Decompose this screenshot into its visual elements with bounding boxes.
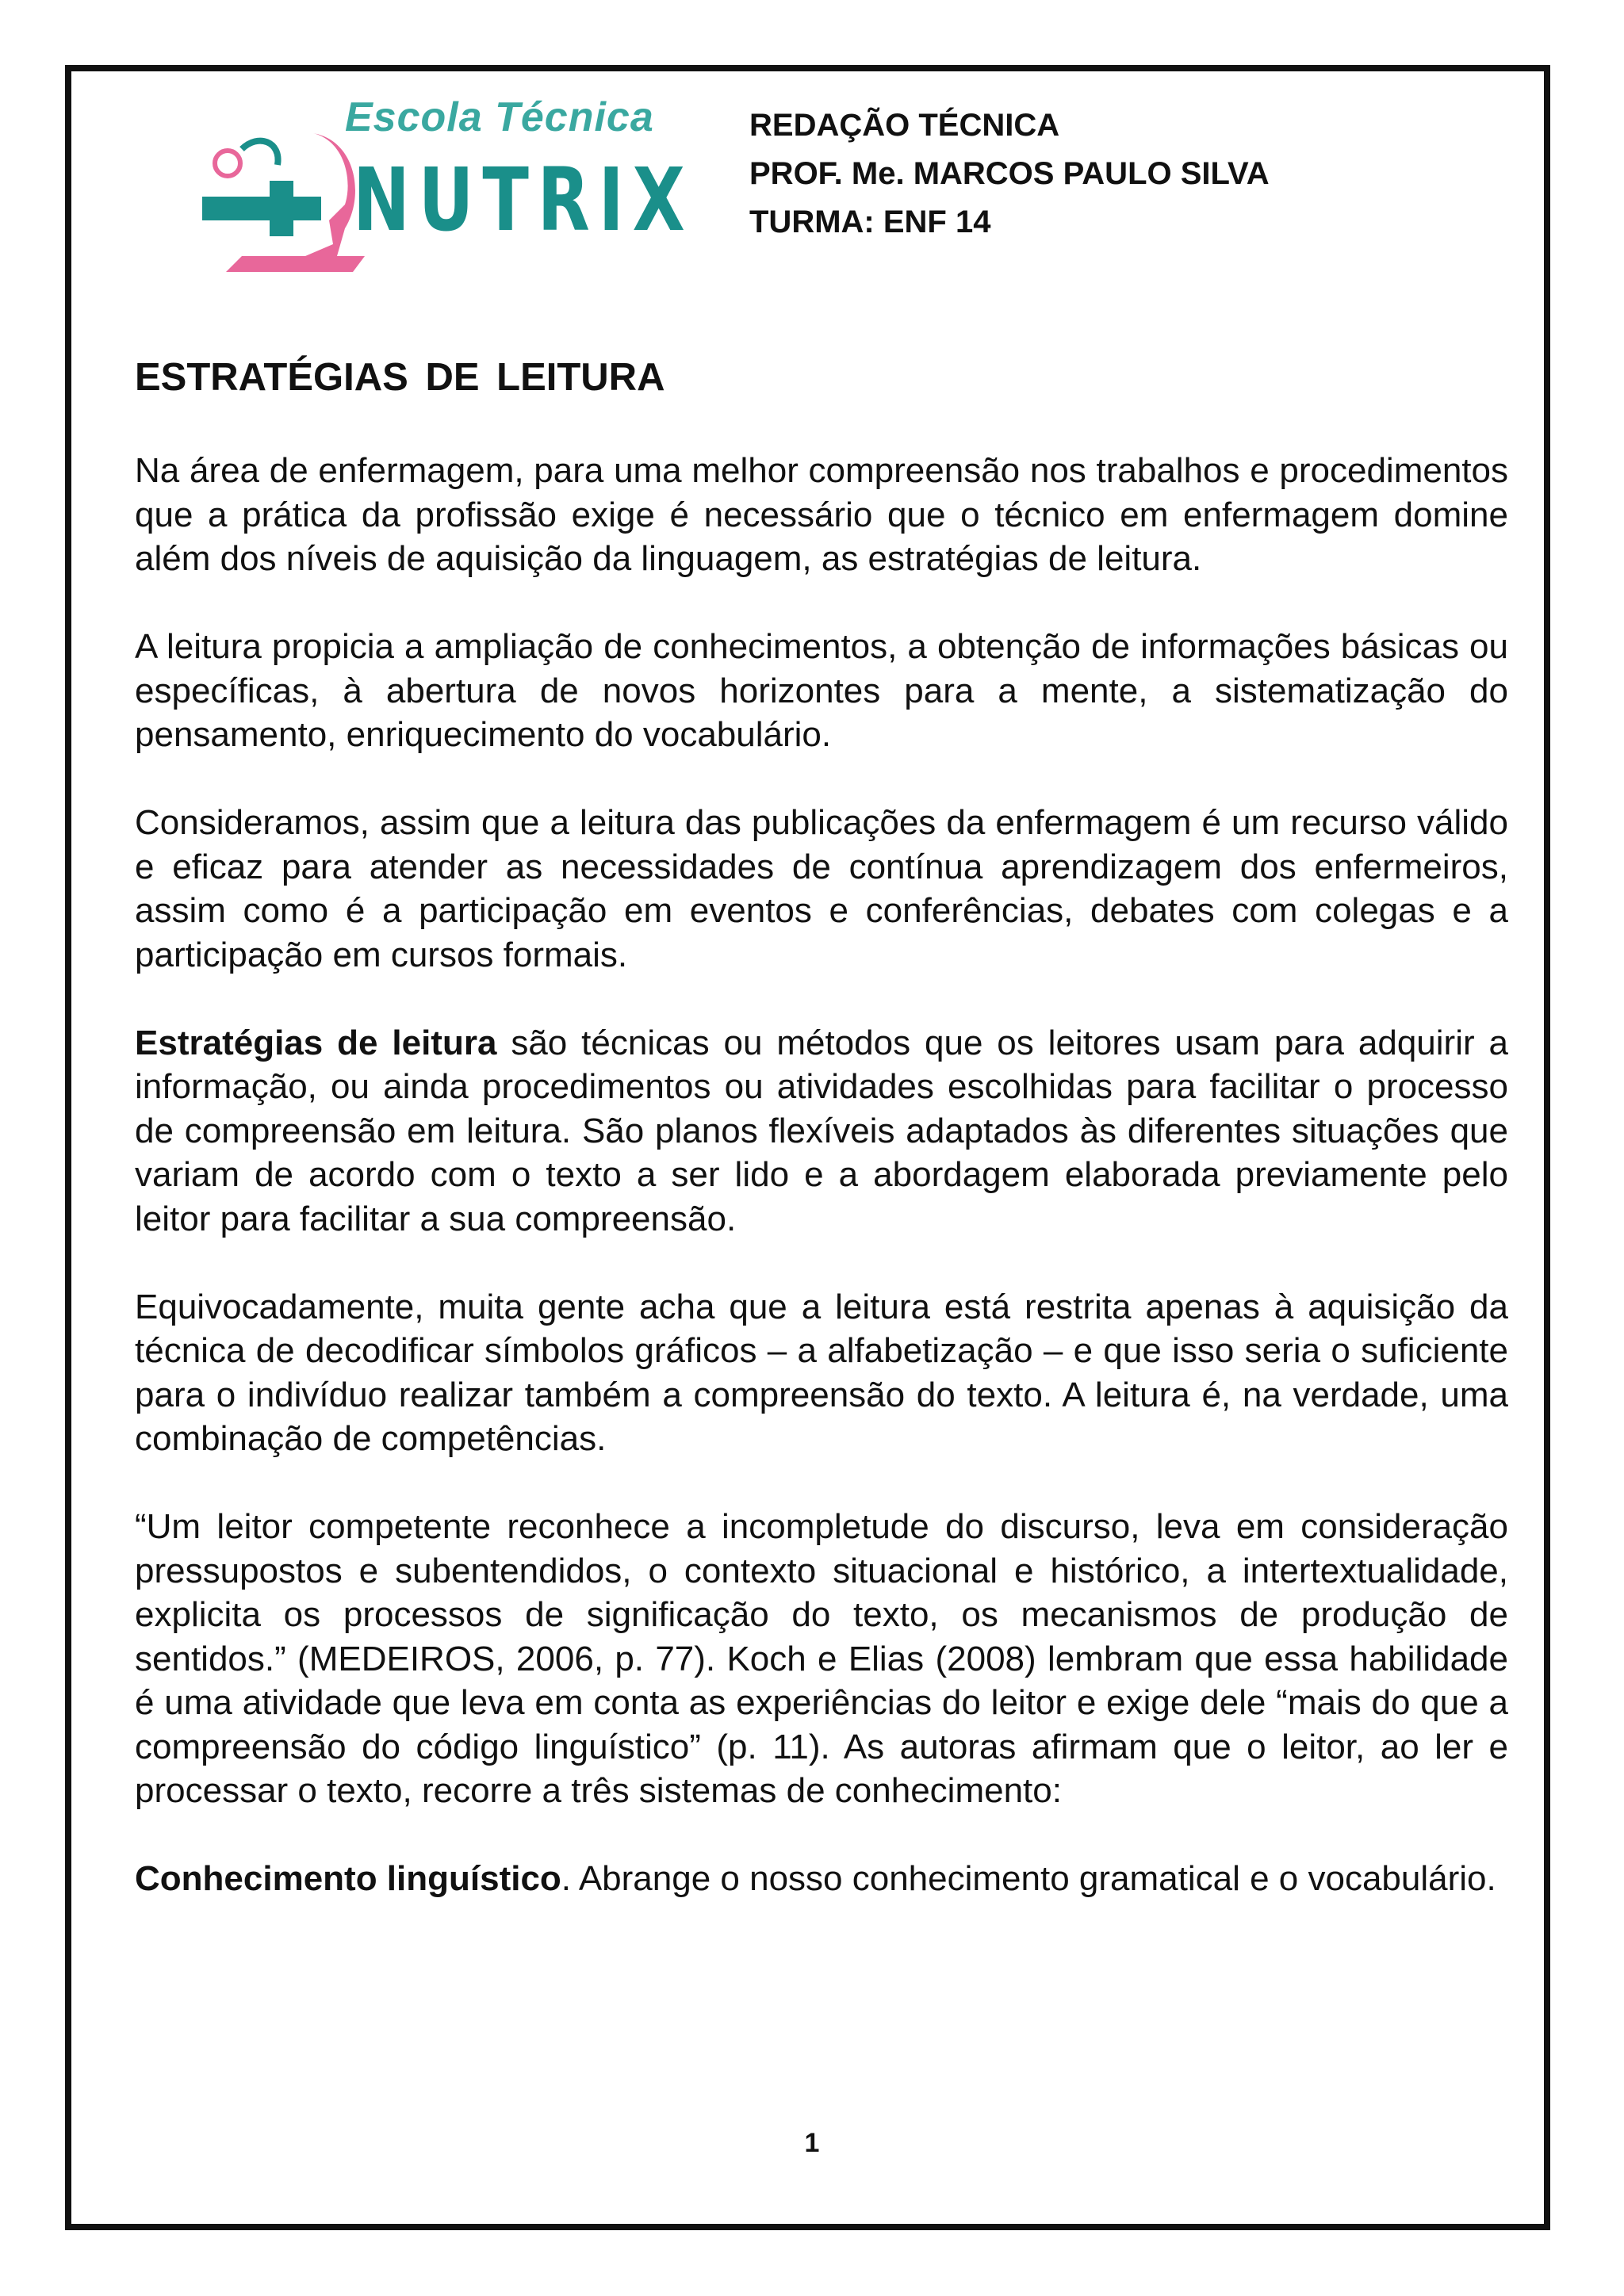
paragraph-1: Na área de enfermagem, para uma melhor compreensão nos trabalhos e procedimentos que a prática da profissão exige é necessário que o técnico em enfermagem domine além dos níveis de aquisição da linguagem, as estratégias de leitura. xyxy=(135,451,1508,578)
paragraph-5: Equivocadamente, muita gente acha que a leitura está restrita apenas à aquisição da técnica de decodificar símbolos gráficos – a alfabetização – e que isso seria o suficiente para o indivíduo realizar também a compreensão do texto. A leitura é, na verdade, uma combinação de competências. xyxy=(135,1287,1508,1458)
paragraph-4-text: são técnicas ou métodos que os leitores usam para adquirir a informação, ou ainda procedimentos ou atividades escolhidas para facilitar o processo de compreensão em leitura. São planos flexíveis adaptados às diferentes situações que variam de acordo com o texto a ser lido e a abordagem elaborada previamente pelo leitor para facilitar a sua compreensão. xyxy=(135,1023,1508,1238)
professor-name: PROF. Me. MARCOS PAULO SILVA xyxy=(749,156,1270,191)
bold-term: Estratégias de leitura xyxy=(135,1023,497,1062)
paragraph-6: “Um leitor competente reconhece a incompletude do discurso, leva em consideração pressupostos e subentendidos, o contexto situacional e histórico, a intertextualidade, explicita os processos de significação do texto, os mecanismos de produção de sentidos.” (MEDEIROS, 2006, p. 77). Koch e Elias (2008) lembram que essa habilidade é uma atividade que leva em conta as experiências do leitor e exige dele “mais do que a compreensão do código linguístico” (p. 11). As autoras afirmam que o leitor, ao ler e processar o texto, recorre a três sistemas de conhecimento: xyxy=(135,1507,1508,1810)
paragraph-7-text: . Abrange o nosso conhecimento gramatical e o vocabulário. xyxy=(561,1859,1496,1898)
paragraph-2: A leitura propicia a ampliação de conhecimentos, a obtenção de informações básicas ou específicas, à abertura de novos horizontes para a mente, a sistematização do pensamento, enriquecimento do vocabulário. xyxy=(135,627,1508,754)
nutrix-logo-icon xyxy=(194,117,369,276)
paragraph-7 xyxy=(135,1857,1508,1901)
bold-term: Conhecimento linguístico xyxy=(135,1859,561,1898)
page-title: ESTRATÉGIAS DE LEITURA xyxy=(135,356,665,399)
body-text xyxy=(135,449,1508,1945)
course-name: REDAÇÃO TÉCNICA xyxy=(749,108,1060,143)
logo-title: Escola Técnica xyxy=(345,94,654,140)
paragraph-4 xyxy=(135,1021,1508,1242)
logo-wordmark: NUTRIX xyxy=(353,149,694,251)
document-header xyxy=(749,101,1270,247)
class-name: TURMA: ENF 14 xyxy=(749,205,991,239)
page-number: 1 xyxy=(804,2128,820,2158)
school-logo xyxy=(194,94,694,292)
paragraph-3: Consideramos, assim que a leitura das publicações da enfermagem é um recurso válido e eficaz para atender as necessidades de contínua aprendizagem dos enfermeiros, assim como é a participação em eventos e conferências, debates com colegas e a participação em cursos formais. xyxy=(135,803,1508,974)
